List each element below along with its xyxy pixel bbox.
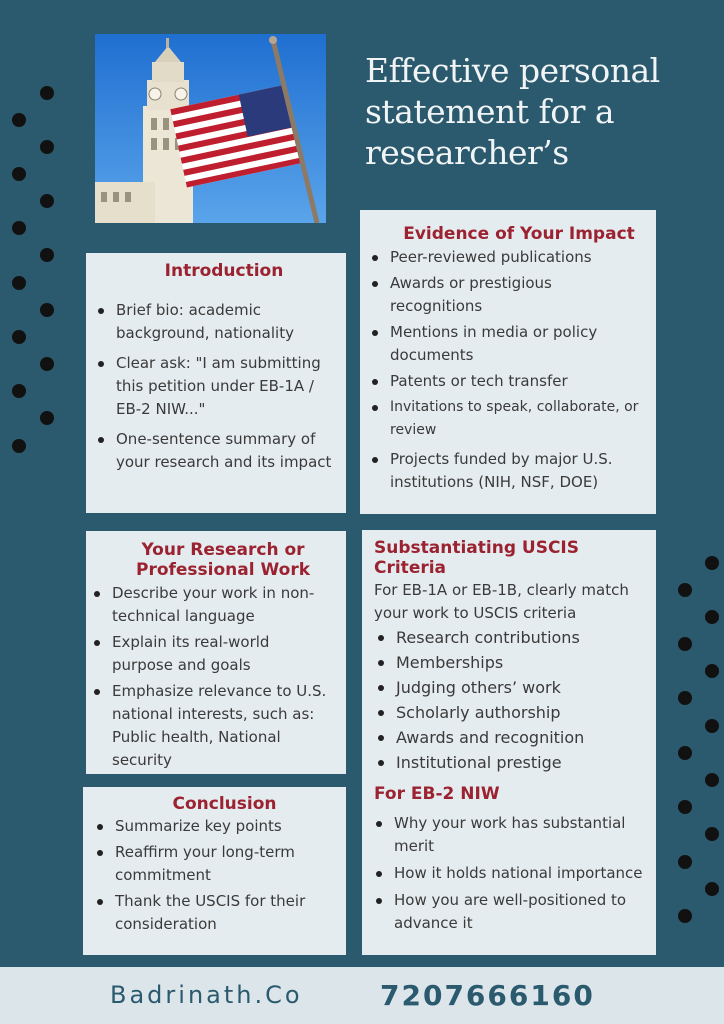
list-item: Memberships — [396, 651, 650, 674]
introduction-card — [86, 253, 346, 513]
uscis-intro: For EB-1A or EB-1B, clearly match your work to USCIS criteria — [374, 581, 629, 622]
list-item: Summarize key points — [115, 815, 334, 838]
title-line: researcher’s — [365, 133, 569, 172]
list-item: Clear ask: "I am submitting this petition under EB-1A / EB-2 NIW..." — [116, 352, 332, 421]
eb2-niw-heading: For EB-2 NIW — [374, 784, 500, 804]
list-item: Emphasize relevance to U.S. national interests, such as: Public health, National security — [112, 680, 334, 772]
title-line: Effective personal — [365, 51, 660, 90]
research-heading: Your Research or Professional Work — [135, 540, 311, 580]
list-item: Peer-reviewed publications — [390, 246, 648, 269]
list-item: Judging others’ work — [396, 676, 650, 699]
list-item: Reaffirm your long-term commitment — [115, 841, 334, 887]
list-item: Why your work has substantial merit — [394, 812, 650, 858]
uscis-heading: Substantiating USCIS Criteria — [374, 538, 579, 578]
footer — [0, 967, 724, 1024]
uscis-criteria-card — [362, 530, 656, 955]
page-title — [365, 50, 705, 173]
list-item: How you are well-positioned to advance it — [394, 889, 650, 935]
conclusion-card — [83, 787, 346, 955]
list-item: Invitations to speak, collaborate, or review — [390, 396, 648, 442]
list-item: Institutional prestige — [396, 751, 650, 774]
research-card — [86, 531, 346, 774]
evidence-heading: Evidence of Your Impact — [403, 224, 635, 244]
list-item: One-sentence summary of your research and its impact — [116, 428, 332, 474]
list-item: Awards or prestigious recognitions — [390, 272, 648, 318]
list-item: Mentions in media or policy documents — [390, 321, 648, 367]
list-item: Awards and recognition — [396, 726, 650, 749]
list-item: Scholarly authorship — [396, 701, 650, 724]
conclusion-heading: Conclusion — [172, 794, 277, 814]
list-item: Describe your work in non-technical language — [112, 582, 334, 628]
list-item: Research contributions — [396, 626, 650, 649]
list-item: Patents or tech transfer — [390, 370, 648, 393]
evidence-card — [360, 210, 656, 514]
list-item: Brief bio: academic background, nationality — [116, 299, 332, 345]
list-item: How it holds national importance — [394, 862, 650, 885]
list-item: Projects funded by major U.S. institutions (NIH, NSF, DOE) — [390, 448, 648, 494]
brand-name: Badrinath.Co — [110, 981, 303, 1009]
list-item: Thank the USCIS for their consideration — [115, 890, 334, 936]
title-line: statement for a — [365, 92, 615, 131]
list-item: Explain its real-world purpose and goals — [112, 631, 334, 677]
phone-number[interactable]: 7207666160 — [380, 979, 595, 1012]
introduction-heading: Introduction — [164, 261, 284, 281]
clock-tower-flag-photo — [95, 34, 326, 223]
